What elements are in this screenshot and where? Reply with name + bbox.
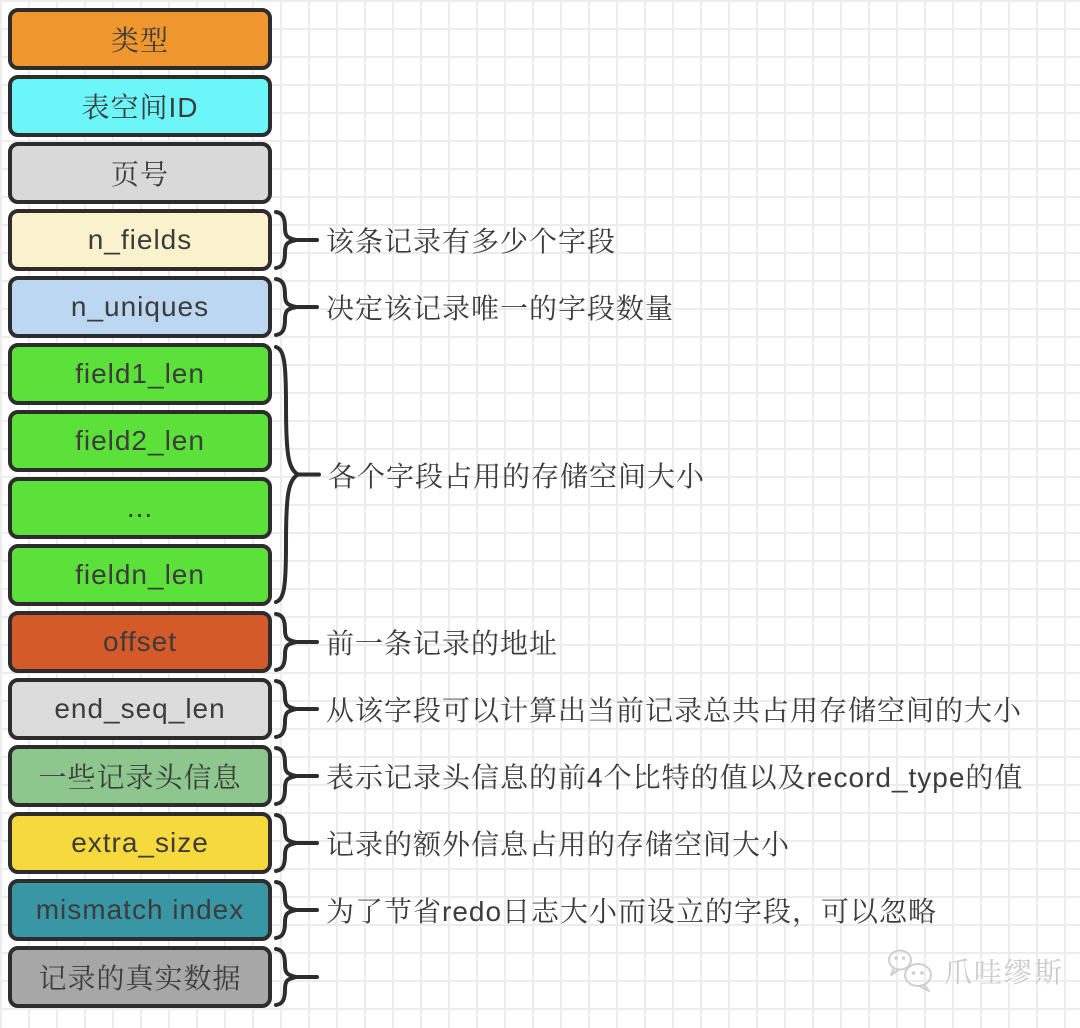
box-record-header-info: 一些记录头信息 (8, 745, 272, 807)
row-mismatch-index (8, 879, 1023, 941)
watermark (886, 948, 1064, 994)
box-field1-len: field1_len (8, 343, 272, 405)
brace-icon (272, 745, 320, 807)
box-n-fields: n_fields (8, 209, 272, 271)
chat-bubbles-icon (886, 948, 936, 994)
annotation-n-fields (272, 209, 616, 271)
annotation-text: 各个字段占用的存储空间大小 (328, 460, 706, 492)
annotation-record-header-info (272, 745, 1023, 807)
box-mismatch-index: mismatch index (8, 879, 272, 941)
annotation-text: 为了节省redo日志大小而设立的字段，可以忽略 (326, 896, 938, 927)
annotation-field-lengths (272, 343, 705, 606)
row-n-uniques (8, 276, 1023, 338)
row-tablespace-id (8, 75, 1023, 137)
annotation-text: 记录的额外信息占用的存储空间大小 (326, 829, 791, 860)
box-page-number: 页号 (8, 142, 272, 204)
box-end-seq-len: end_seq_len (8, 678, 272, 740)
annotation-text: 决定该记录唯一的字段数量 (326, 293, 675, 324)
annotation-mismatch-index (272, 879, 937, 941)
box-tablespace-id: 表空间ID (8, 75, 272, 137)
annotation-text: 前一条记录的地址 (326, 628, 559, 659)
brace-icon (272, 678, 320, 740)
brace-icon (272, 611, 320, 673)
box-n-uniques: n_uniques (8, 276, 272, 338)
record-structure-diagram (8, 8, 1023, 1008)
watermark-text: 爪哇缪斯 (944, 957, 1065, 988)
box-offset: offset (8, 611, 272, 673)
box-field-ellipsis: ... (8, 477, 272, 539)
brace-icon (272, 946, 320, 1008)
annotation-text: 该条记录有多少个字段 (326, 226, 617, 257)
brace-icon (272, 276, 320, 338)
row-extra-size (8, 812, 1023, 874)
row-end-seq-len (8, 678, 1023, 740)
row-field-lengths-group (8, 343, 1023, 606)
box-extra-size: extra_size (8, 812, 272, 874)
row-type (8, 8, 1023, 70)
annotation-offset (272, 611, 558, 673)
box-type: 类型 (8, 8, 272, 70)
annotation-extra-size (272, 812, 790, 874)
brace-icon (272, 812, 320, 874)
annotation-end-seq-len (272, 678, 1022, 740)
field-length-boxes (8, 343, 272, 606)
annotation-record-real-data (272, 946, 326, 1008)
row-record-header-info (8, 745, 1023, 807)
brace-icon (272, 343, 322, 606)
brace-icon (272, 879, 320, 941)
annotation-text: 表示记录头信息的前4个比特的值以及record_type的值 (326, 762, 1024, 793)
brace-icon (272, 209, 320, 271)
row-page-number (8, 142, 1023, 204)
box-record-real-data: 记录的真实数据 (8, 946, 272, 1008)
row-record-real-data (8, 946, 1023, 1008)
annotation-text: 从该字段可以计算出当前记录总共占用存储空间的大小 (326, 695, 1023, 726)
row-n-fields (8, 209, 1023, 271)
annotation-n-uniques (272, 276, 674, 338)
box-fieldn-len: fieldn_len (8, 544, 272, 606)
box-field2-len: field2_len (8, 410, 272, 472)
row-offset (8, 611, 1023, 673)
